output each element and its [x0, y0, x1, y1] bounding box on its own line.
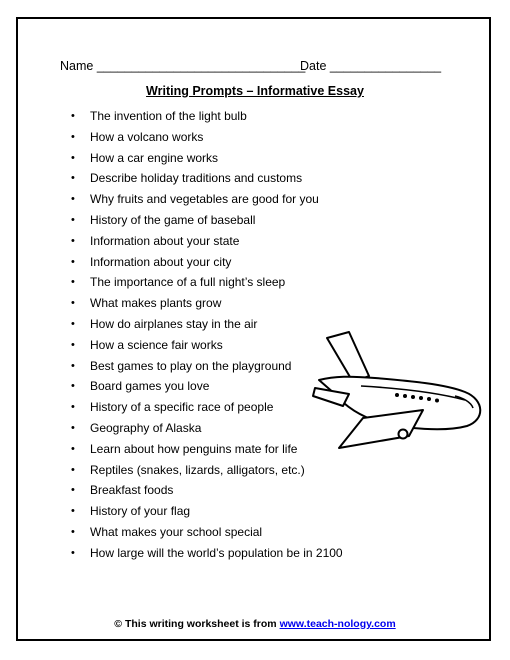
- prompt-text: How do airplanes stay in the air: [90, 316, 258, 331]
- prompt-item: [71, 272, 343, 293]
- prompt-text: The invention of the light bulb: [90, 109, 247, 123]
- name-label: Name: [60, 59, 94, 73]
- prompt-text: How a science fair works: [90, 337, 223, 352]
- prompt-item: [71, 231, 343, 252]
- prompt-item: [71, 397, 343, 418]
- prompt-list: [71, 106, 343, 564]
- bullet-icon: •: [71, 505, 75, 518]
- footer-link[interactable]: www.teach-nology.com: [279, 618, 396, 630]
- prompt-item: [71, 480, 343, 501]
- bullet-icon: •: [71, 463, 75, 476]
- prompt-text: History of a specific race of people: [90, 400, 274, 415]
- bullet-icon: •: [71, 193, 75, 206]
- bullet-icon: •: [71, 297, 75, 310]
- prompt-item: [71, 168, 343, 189]
- prompt-text: Describe holiday traditions and customs: [90, 171, 303, 186]
- bullet-icon: •: [71, 525, 75, 538]
- bullet-icon: •: [71, 484, 75, 497]
- prompt-text: The importance of a full night’s sleep: [90, 275, 286, 290]
- prompt-item: [71, 522, 343, 543]
- prompt-text: Information about your state: [90, 233, 240, 248]
- footer: [0, 618, 510, 630]
- prompt-item: [71, 314, 343, 335]
- bullet-icon: •: [71, 213, 75, 226]
- date-field: [300, 59, 441, 73]
- prompt-text: History of your flag: [90, 504, 191, 519]
- prompt-text: History of the game of baseball: [90, 212, 256, 227]
- bullet-icon: •: [71, 421, 75, 434]
- prompt-item: [71, 293, 343, 314]
- prompt-item: [71, 356, 343, 377]
- date-blank: ________________: [329, 59, 442, 73]
- bullet-icon: •: [71, 172, 75, 185]
- name-blank: ______________________________: [96, 59, 306, 73]
- prompt-text: Information about your city: [90, 254, 232, 269]
- bullet-icon: •: [71, 401, 75, 414]
- prompt-text: How a car engine works: [90, 150, 219, 165]
- bullet-icon: •: [71, 546, 75, 559]
- prompt-text: Why fruits and vegetables are good for you: [90, 192, 319, 207]
- bullet-icon: •: [71, 130, 75, 143]
- prompt-text: Best games to play on the playground: [90, 358, 292, 373]
- prompt-text: What makes your school special: [90, 524, 263, 539]
- prompt-text: Geography of Alaska: [90, 420, 202, 435]
- worksheet-title: Writing Prompts – Informative Essay: [146, 84, 364, 98]
- bullet-icon: •: [71, 380, 75, 393]
- prompt-text: Breakfast foods: [90, 483, 174, 498]
- prompt-item: [71, 501, 343, 522]
- bullet-icon: •: [71, 359, 75, 372]
- airplane-icon: [305, 326, 485, 451]
- prompt-item: [71, 252, 343, 273]
- prompt-item: [71, 148, 343, 169]
- footer-text: © This writing worksheet is from: [114, 618, 277, 630]
- prompt-text: What makes plants grow: [90, 296, 222, 311]
- bullet-icon: •: [71, 317, 75, 330]
- bullet-icon: •: [71, 110, 75, 122]
- prompt-item: [71, 335, 343, 356]
- bullet-icon: •: [71, 442, 75, 455]
- bullet-icon: •: [71, 234, 75, 247]
- prompt-text: Learn about how penguins mate for life: [90, 441, 298, 456]
- name-date-row: [60, 59, 442, 73]
- prompt-item: [71, 376, 343, 397]
- prompt-item: [71, 460, 343, 481]
- prompt-item: [71, 106, 343, 127]
- prompt-text: Board games you love: [90, 379, 210, 394]
- prompt-text: How large will the world’s population be in 2100: [90, 545, 343, 560]
- prompt-item: [71, 210, 343, 231]
- prompt-text: How a volcano works: [90, 129, 204, 144]
- bullet-icon: •: [71, 338, 75, 351]
- bullet-icon: •: [71, 151, 75, 164]
- prompt-item: [71, 189, 343, 210]
- prompt-text: Reptiles (snakes, lizards, alligators, etc.): [90, 462, 305, 477]
- bullet-icon: •: [71, 276, 75, 289]
- prompt-item: [71, 543, 343, 564]
- prompt-item: [71, 439, 343, 460]
- prompt-item: [71, 418, 343, 439]
- prompt-item: [71, 127, 343, 148]
- bullet-icon: •: [71, 255, 75, 268]
- date-label: Date: [300, 59, 327, 73]
